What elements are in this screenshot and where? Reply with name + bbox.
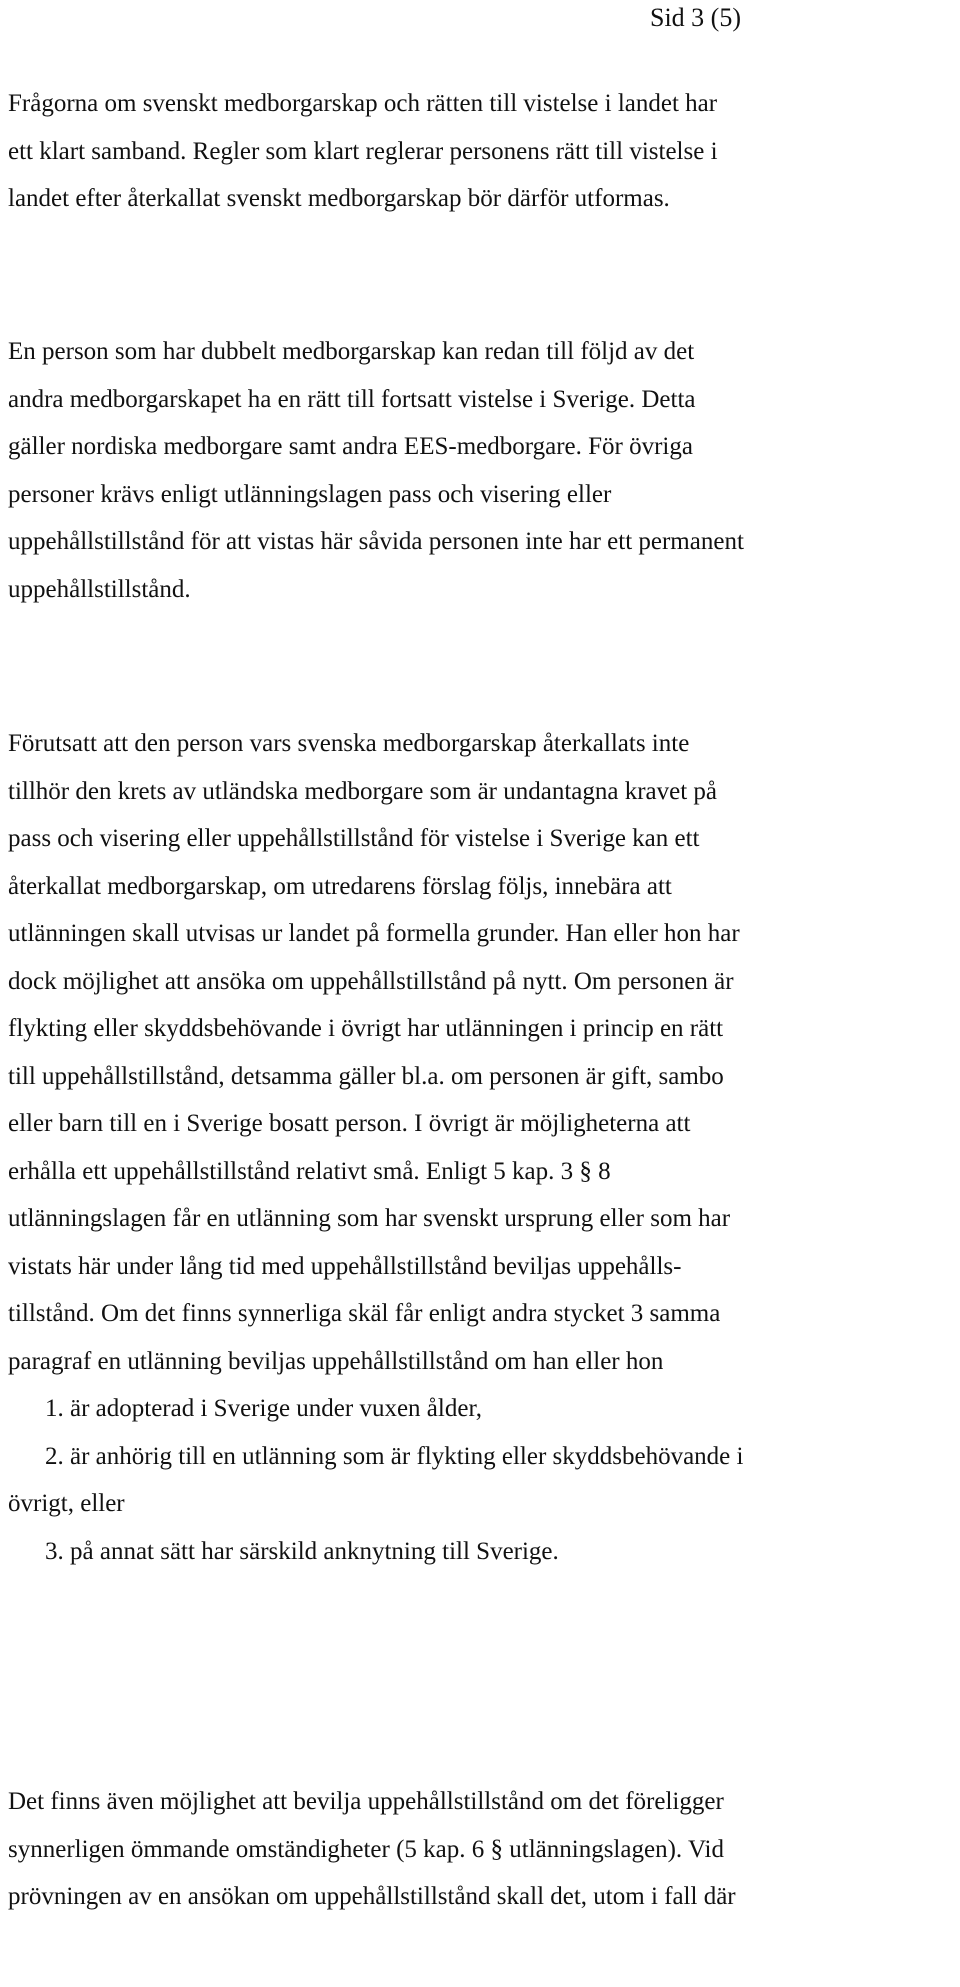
paragraph-line: prövningen av en ansökan om uppehållstillstånd skall det, utom i fall där (8, 1883, 736, 1910)
paragraph-line: återkallat medborgarskap, om utredarens förslag följs, innebära att (8, 872, 672, 900)
paragraph-line: flykting eller skyddsbehövande i övrigt har utlänningen i princip en rätt (8, 1015, 724, 1042)
paragraph-line: tillstånd. Om det finns synnerliga skäl får enligt andra stycket 3 samma (8, 1300, 721, 1327)
paragraph-line: till uppehållstillstånd, detsamma gäller bl.a. om personen är gift, sambo (8, 1062, 724, 1090)
page-number: Sid 3 (5) (650, 3, 741, 32)
paragraph-line: ett klart samband. Regler som klart reglerar personens rätt till vistelse i (8, 137, 718, 165)
paragraph-4 (8, 1778, 953, 1921)
paragraph-line: En person som har dubbelt medborgarskap kan redan till följd av det (8, 338, 695, 365)
list-item: 2. är anhörig till en utlänning som är flykting eller skyddsbehövande i (45, 1442, 744, 1470)
paragraph-line: vistats här under lång tid med uppehållstillstånd beviljas uppehålls- (8, 1252, 682, 1280)
paragraph-line: synnerligen ömmande omständigheter (5 kap. 6 § utlänningslagen). Vid (8, 1835, 724, 1863)
paragraph-line: utlänningslagen får en utlänning som har svenskt ursprung eller som har (8, 1205, 731, 1232)
list-item: 1. är adopterad i Sverige under vuxen ålder, (45, 1395, 483, 1422)
paragraph-line: Förutsatt att den person vars svenska medborgarskap återkallats inte (8, 730, 690, 757)
paragraph-line: landet efter återkallat svenskt medborgarskap bör därför utformas. (8, 185, 670, 212)
paragraph-line: utlänningen skall utvisas ur landet på formella grunder. Han eller hon har (8, 920, 740, 947)
list-item-continuation: övrigt, eller (8, 1490, 125, 1517)
paragraph-line: uppehållstillstånd. (8, 575, 191, 603)
paragraph-line: Det finns även möjlighet att bevilja uppehållstillstånd om det föreligger (8, 1788, 724, 1815)
paragraph-line: paragraf en utlänning beviljas uppehållstillstånd om han eller hon (8, 1347, 664, 1375)
paragraph-line: erhålla ett uppehållstillstånd relativt små. Enligt 5 kap. 3 § 8 (8, 1157, 611, 1185)
paragraph-line: personer krävs enligt utlänningslagen pass och visering eller (8, 480, 612, 508)
paragraph-1 (8, 80, 953, 223)
list-item: 3. på annat sätt har särskild anknytning till Sverige. (45, 1537, 559, 1565)
paragraph-line: eller barn till en i Sverige bosatt person. I övrigt är möjligheterna att (8, 1110, 691, 1137)
paragraph-3 (8, 720, 953, 1575)
paragraph-line: andra medborgarskapet ha en rätt till fortsatt vistelse i Sverige. Detta (8, 385, 696, 413)
paragraph-line: Frågorna om svenskt medborgarskap och rätten till vistelse i landet har (8, 90, 718, 117)
paragraph-line: pass och visering eller uppehållstillstånd för vistelse i Sverige kan ett (8, 825, 700, 852)
paragraph-2 (8, 328, 953, 613)
paragraph-line: dock möjlighet att ansöka om uppehållstillstånd på nytt. Om personen är (8, 967, 734, 995)
paragraph-line: gäller nordiska medborgare samt andra EES-medborgare. För övriga (8, 433, 693, 460)
paragraph-line: uppehållstillstånd för att vistas här såvida personen inte har ett permanent (8, 528, 744, 555)
paragraph-line: tillhör den krets av utländska medborgare som är undantagna kravet på (8, 777, 718, 805)
